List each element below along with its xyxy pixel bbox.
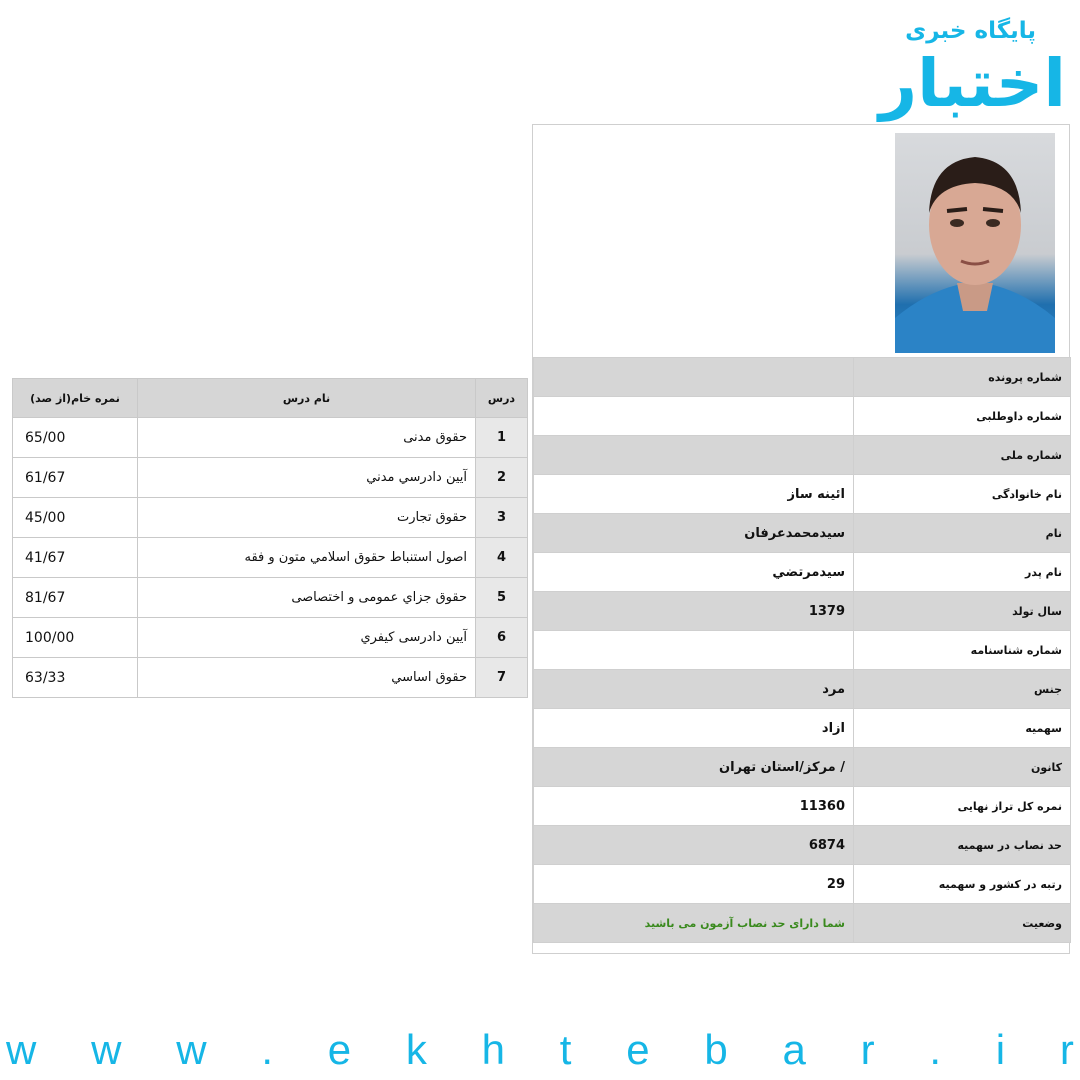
url-char: .	[261, 1026, 273, 1073]
url-char: e	[327, 1026, 352, 1073]
info-row	[534, 826, 1071, 865]
info-row	[534, 592, 1071, 631]
course-score: 63/33	[13, 658, 138, 698]
logo-subtitle: پایگاه خبری	[905, 18, 1036, 44]
course-score: 65/00	[13, 418, 138, 458]
info-value: 1379	[534, 592, 854, 631]
info-row	[534, 553, 1071, 592]
url-char: i	[995, 1026, 1006, 1073]
candidate-photo	[895, 133, 1055, 353]
table-row	[13, 498, 528, 538]
site-logo	[872, 18, 1072, 133]
info-value	[534, 397, 854, 436]
info-value: سيدمرتضي	[534, 553, 854, 592]
course-score: 45/00	[13, 498, 138, 538]
grades-header-score: نمره خام(از صد)	[13, 379, 138, 418]
info-label: سهمیه	[854, 709, 1071, 748]
row-index: 2	[476, 458, 528, 498]
course-score: 61/67	[13, 458, 138, 498]
course-name: آيين دادرسي مدني	[138, 458, 476, 498]
url-char: a	[782, 1026, 806, 1073]
row-index: 4	[476, 538, 528, 578]
course-score: 81/67	[13, 578, 138, 618]
info-value: سيدمحمدعرفان	[534, 514, 854, 553]
course-score: 100/00	[13, 618, 138, 658]
url-char: r	[860, 1026, 875, 1073]
info-value	[534, 631, 854, 670]
candidate-info-panel	[532, 124, 1070, 954]
row-index: 1	[476, 418, 528, 458]
course-name: حقوق اساسي	[138, 658, 476, 698]
info-label: نام	[854, 514, 1071, 553]
info-value: 29	[534, 865, 854, 904]
row-index: 6	[476, 618, 528, 658]
course-name: حقوق مدنی	[138, 418, 476, 458]
course-name: حقوق جزاي عمومی و اختصاصی	[138, 578, 476, 618]
info-label: نام پدر	[854, 553, 1071, 592]
url-char: .	[929, 1026, 942, 1073]
info-row	[534, 787, 1071, 826]
info-row	[534, 865, 1071, 904]
url-char: r	[1059, 1026, 1074, 1073]
url-char: e	[626, 1026, 650, 1073]
info-row	[534, 514, 1071, 553]
info-label: رتبه در کشور و سهمیه	[854, 865, 1071, 904]
row-index: 3	[476, 498, 528, 538]
info-row	[534, 475, 1071, 514]
info-row	[534, 904, 1071, 943]
info-row	[534, 631, 1071, 670]
info-row	[534, 397, 1071, 436]
url-char: k	[405, 1026, 427, 1073]
info-label: سال تولد	[854, 592, 1071, 631]
info-value: ازاد	[534, 709, 854, 748]
grades-header-name: نام درس	[138, 379, 476, 418]
table-row	[13, 418, 528, 458]
grades-table	[12, 378, 528, 698]
info-row	[534, 358, 1071, 397]
course-name: آيين دادرسی كيفري	[138, 618, 476, 658]
course-name: اصول استنباط حقوق اسلامي متون و فقه	[138, 538, 476, 578]
info-label: حد نصاب در سهمیه	[854, 826, 1071, 865]
url-char: t	[559, 1026, 572, 1073]
table-row	[13, 538, 528, 578]
info-value	[534, 358, 854, 397]
info-value: / مرکز/استان تهران	[534, 748, 854, 787]
info-label: شماره پرونده	[854, 358, 1071, 397]
info-value: 11360	[534, 787, 854, 826]
info-row	[534, 436, 1071, 475]
url-char: w	[176, 1026, 207, 1073]
info-value	[534, 436, 854, 475]
grades-header-index: درس	[476, 379, 528, 418]
info-label: شماره ملی	[854, 436, 1071, 475]
table-row	[13, 458, 528, 498]
course-name: حقوق تجارت	[138, 498, 476, 538]
info-row	[534, 670, 1071, 709]
info-label: شماره داوطلبی	[854, 397, 1071, 436]
portrait-illustration	[895, 133, 1055, 353]
course-score: 41/67	[13, 538, 138, 578]
url-char: b	[704, 1026, 728, 1073]
table-row	[13, 578, 528, 618]
info-value: 6874	[534, 826, 854, 865]
info-label: نام خانوادگی	[854, 475, 1071, 514]
row-index: 7	[476, 658, 528, 698]
table-row	[13, 658, 528, 698]
status-message: شما دارای حد نصاب آزمون می باشید	[534, 904, 854, 943]
url-char: h	[481, 1026, 506, 1073]
info-label: کانون	[854, 748, 1071, 787]
url-char: w	[6, 1026, 37, 1073]
info-label: جنس	[854, 670, 1071, 709]
row-index: 5	[476, 578, 528, 618]
grades-header-row	[13, 379, 528, 418]
info-label: نمره کل تراز نهایی	[854, 787, 1071, 826]
info-value: ائينه ساز	[534, 475, 854, 514]
logo-title: اختبار	[879, 45, 1066, 122]
url-char: w	[91, 1026, 122, 1073]
info-label: شماره شناسنامه	[854, 631, 1071, 670]
table-row	[13, 618, 528, 658]
info-row	[534, 709, 1071, 748]
info-value: مرد	[534, 670, 854, 709]
info-row	[534, 748, 1071, 787]
website-url	[0, 1025, 1080, 1075]
info-label: وضعیت	[854, 904, 1071, 943]
candidate-info-table	[533, 357, 1071, 943]
